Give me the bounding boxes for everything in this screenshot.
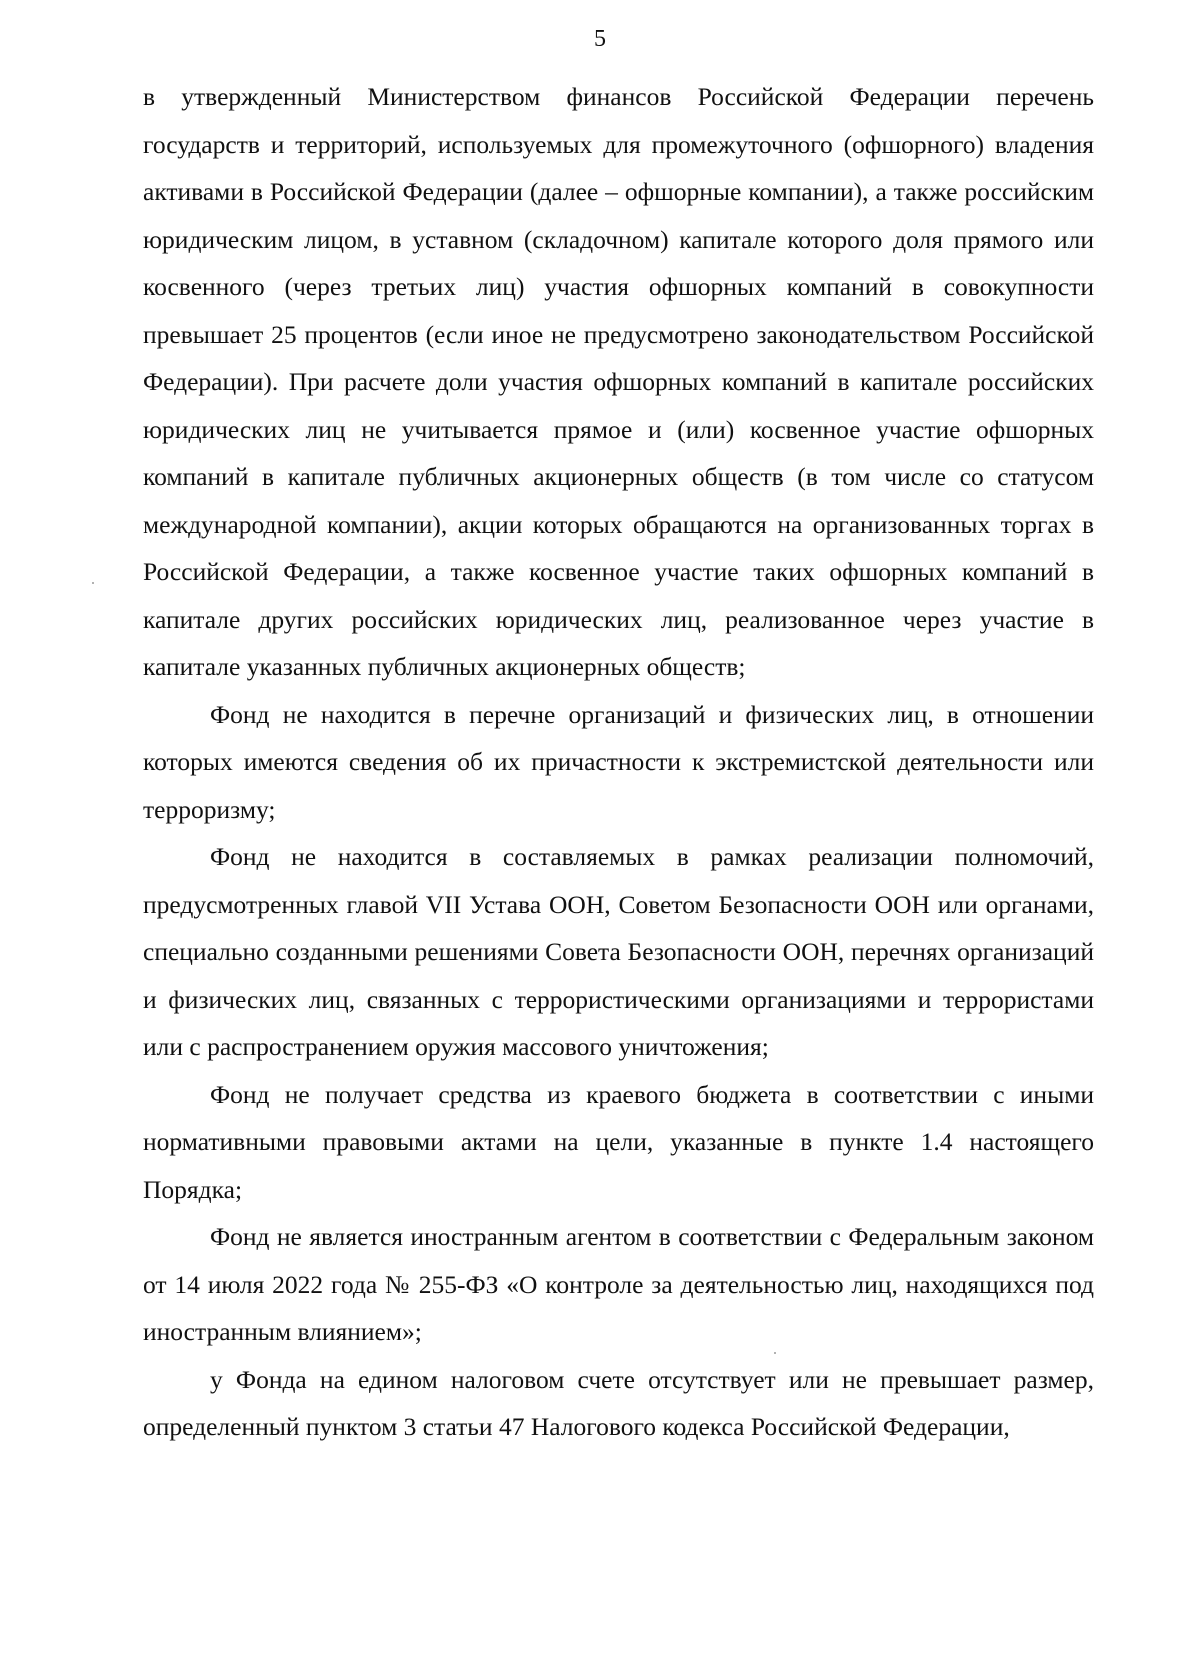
scan-speck [92, 582, 94, 584]
scan-speck [774, 1352, 776, 1354]
paragraph-tax-account: у Фонда на едином налоговом счете отсутствует или не превышает размер, определенный пунктом 3 статьи 47 Налогового кодекса Российской Федерации, [143, 1364, 1094, 1441]
paragraph-extremism-list: Фонд не находится в перечне организаций и физических лиц, в отношении которых имеются сведения об их причастности к экстремистской деятельности или терроризму; [143, 699, 1094, 824]
page-number: 5 [594, 26, 606, 52]
paragraph-un-security-council-lists: Фонд не находится в составляемых в рамках реализации полномочий, предусмотренных главой VII Устава ООН, Советом Безопасности ООН или органами, специально созданными решениями Совета Безопасности ООН, перечнях организаций и физических лиц, связанных с террористическими организациями и террористами или с распространением оружия массового уничтожения; [143, 842, 1094, 1061]
paragraph-foreign-agent: Фонд не является иностранным агентом в соответствии с Федеральным законом от 14 июля 2022 года № 255-ФЗ «О контроле за деятельностью лиц, находящихся под иностранным влиянием»; [143, 1222, 1094, 1346]
document-body [143, 73, 1094, 1451]
paragraph-offshore-companies: в утвержденный Министерством финансов Российской Федерации перечень государств и территорий, используемых для промежуточного (офшорного) владения активами в Российской Федерации (далее – офшорные компании), а также российским юридическим лицом, в уставном (складочном) капитале которого доля прямого или косвенного (через третьих лиц) участия офшорных компаний в совокупности превышает 25 процентов (если иное не предусмотрено законодательством Российской Федерации). При расчете доли участия офшорных компаний в капитале российских юридических лиц не учитывается прямое и (или) косвенное участие офшорных компаний в капитале публичных акционерных обществ (в том числе со статусом международной компании), акции которых обращаются на организованных торгах в Российской Федерации, а также косвенное участие таких офшорных компаний в капитале других российских юридических лиц, реализованное через участие в капитале указанных публичных акционерных обществ; [143, 82, 1094, 681]
paragraph-regional-budget-funds: Фонд не получает средства из краевого бюджета в соответствии с иными нормативными правовыми актами на цели, указанные в пункте 1.4 настоящего Порядка; [143, 1079, 1094, 1204]
